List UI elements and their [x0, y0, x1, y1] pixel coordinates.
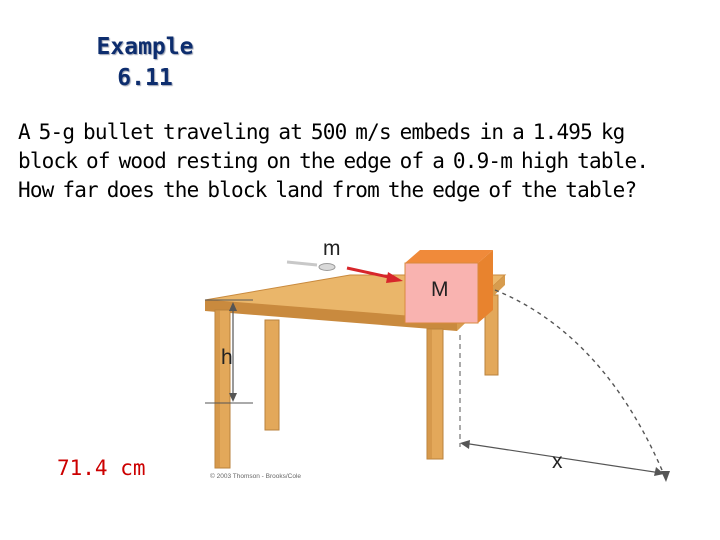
- title-line-1: Example: [96, 34, 194, 60]
- table-leg-back-left: [265, 320, 279, 430]
- bullet: [319, 264, 335, 271]
- block-label: M: [431, 278, 449, 301]
- distance-label: x: [552, 450, 563, 473]
- bullet-label: m: [323, 237, 341, 260]
- figure-credit: © 2003 Thomson - Brooks/Cole: [210, 473, 302, 480]
- title-line-2: 6.11: [117, 65, 173, 91]
- slide-title: [60, 32, 230, 94]
- block-top: [405, 250, 493, 263]
- answer-text: 71.4 cm: [57, 456, 146, 480]
- table-block-figure: [195, 225, 685, 495]
- problem-text: A 5-g bullet traveling at 500 m/s embeds in a 1.495 kg block of wood resting on the edge of a 0.9-m high table. How far does the block land from the edge of the table?: [18, 120, 649, 202]
- trajectory-path: [495, 290, 665, 477]
- height-label: h: [221, 346, 233, 369]
